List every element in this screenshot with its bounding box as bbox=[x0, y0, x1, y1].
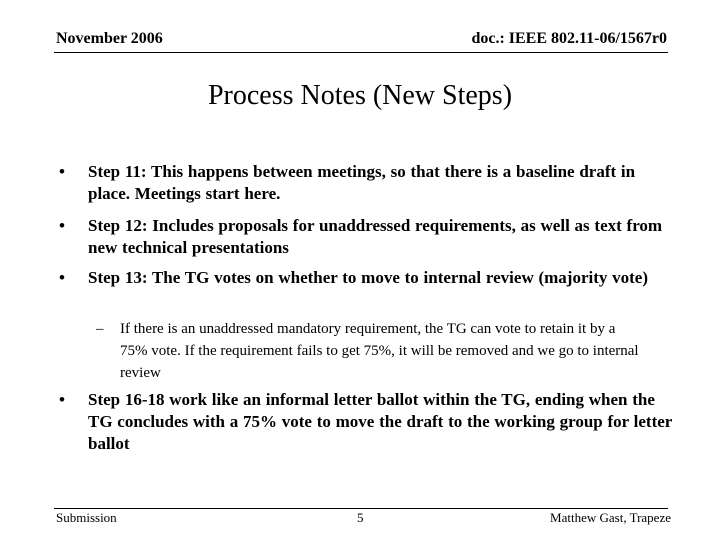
footer-page-number: 5 bbox=[357, 510, 364, 525]
bullet-text-2: Step 12: Includes proposals for unaddressed requirements, as well as text from new technical presentations bbox=[88, 216, 663, 257]
sub-bullet-text-1: If there is an unaddressed mandatory requirement, the TG can vote to retain it by a 75% vote. If the requirement fails to get 75%, it will be removed and we go to internal review bbox=[120, 321, 639, 381]
bullet-text-3: Step 13: The TG votes on whether to move to internal review (majority vote) bbox=[88, 268, 649, 287]
bullet-item-1 bbox=[59, 161, 673, 205]
footer-submission: Submission bbox=[56, 510, 117, 525]
bullet-marker: • bbox=[59, 390, 65, 409]
header-doc-id: doc.: IEEE 802.11-06/1567r0 bbox=[471, 30, 667, 47]
header-date: November 2006 bbox=[56, 30, 163, 47]
bullet-marker: • bbox=[59, 162, 65, 181]
bullet-item-2 bbox=[59, 215, 673, 259]
bullet-item-3 bbox=[59, 267, 673, 289]
footer-author: Matthew Gast, Trapeze bbox=[550, 510, 671, 525]
bullet-item-4 bbox=[59, 389, 673, 455]
dash-marker: – bbox=[96, 321, 104, 337]
bullet-text-1: Step 11: This happens between meetings, so that there is a baseline draft in place. Meetings start here. bbox=[88, 162, 636, 203]
bullet-marker: • bbox=[59, 216, 65, 235]
header-rule bbox=[54, 52, 668, 53]
bullet-marker: • bbox=[59, 268, 65, 287]
bullet-text-4: Step 16-18 work like an informal letter ballot within the TG, ending when the TG concludes with a 75% vote to move the draft to the working group for letter ballot bbox=[88, 390, 673, 453]
slide-title: Process Notes (New Steps) bbox=[207, 80, 513, 111]
footer-rule bbox=[54, 508, 668, 509]
sub-bullet-item-1 bbox=[96, 318, 645, 384]
